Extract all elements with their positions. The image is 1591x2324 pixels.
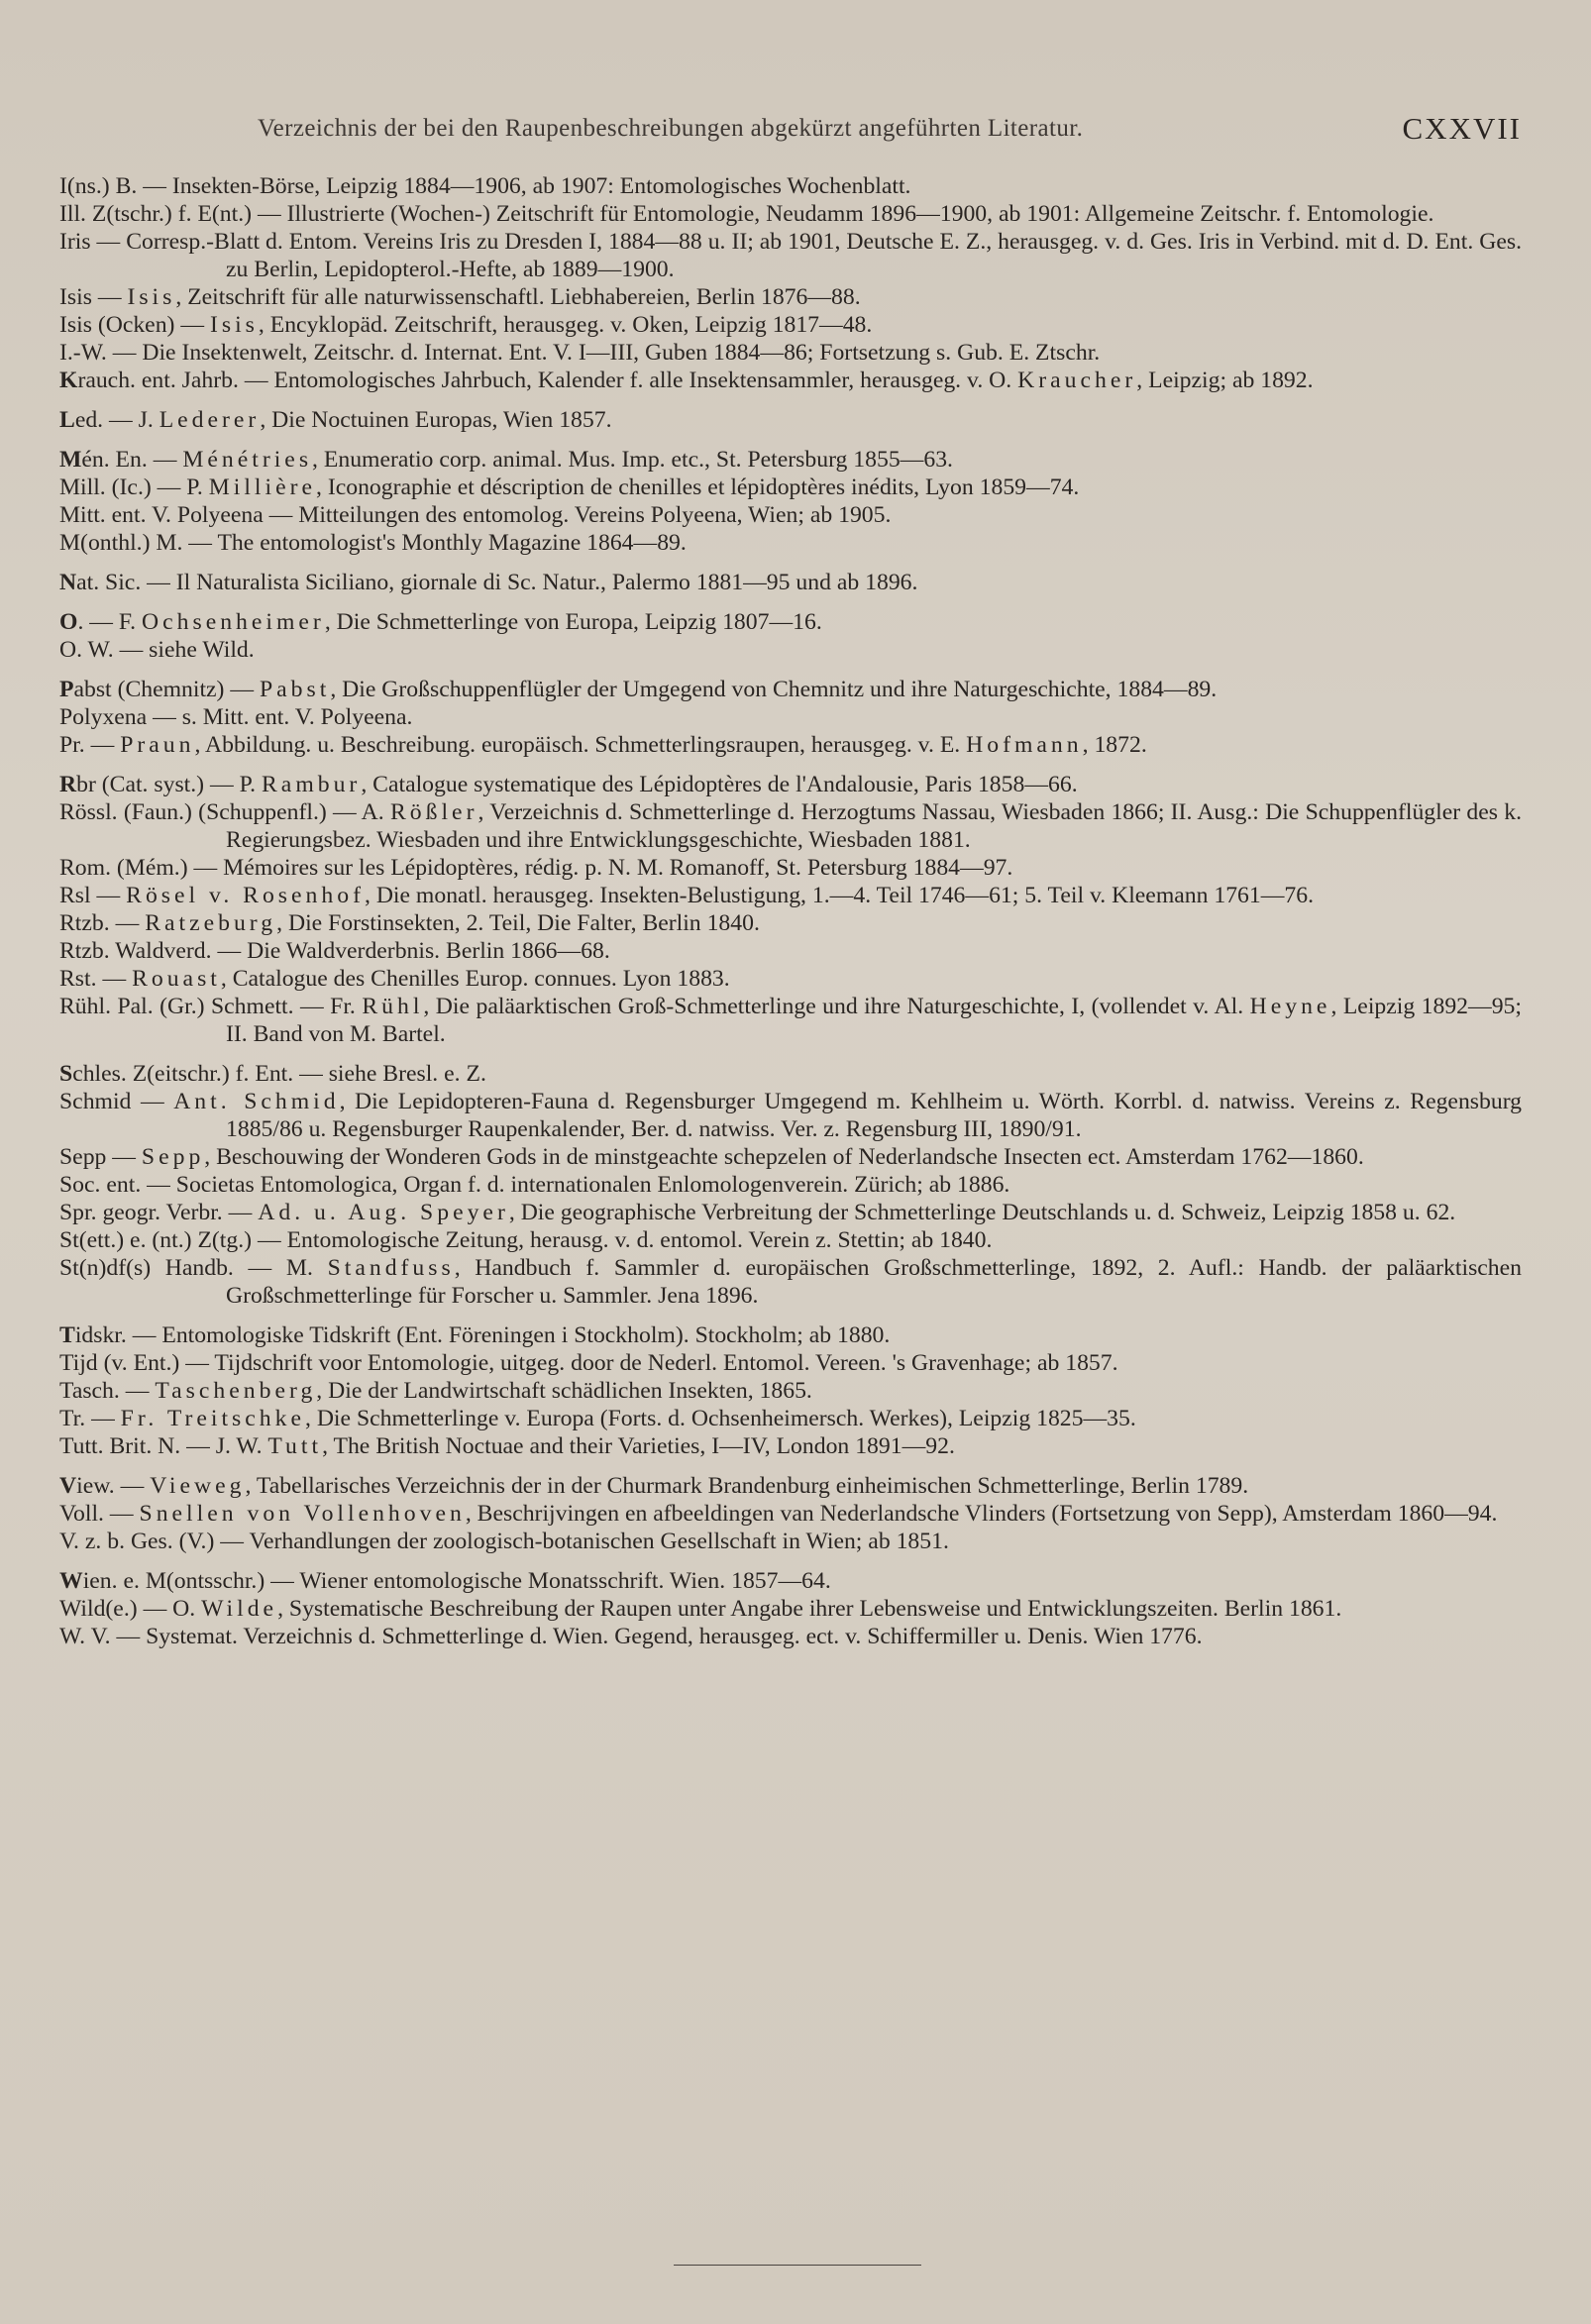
entry-abbreviation [59,1061,293,1087]
author-name: Pabst [259,677,331,702]
abbreviation-text: I.-W. [59,340,107,366]
entry-abbreviation [59,910,110,936]
entry-text: , Systematische Beschreibung der Raupen unter Angabe ihrer Lebensweise und Entwicklungszeiten. Berlin 1861. [277,1596,1342,1622]
abbreviation-text: . [77,609,84,635]
entry-text: , Die der Landwirtschaft schädlichen Insekten, 1865. [316,1378,812,1404]
entry-text: , Die monatl. herausgeg. Insekten-Belustigung, 1.—4. Teil 1746—61; 5. Teil v. Kleemann 1761—76. [364,883,1315,908]
abbreviation-text: idskr. [74,1322,127,1348]
abbreviation-text: Wild(e.) [59,1596,138,1622]
bibliography-entry [59,1405,1522,1432]
bibliography-entry [59,1254,1522,1310]
entry-text: — F. [83,609,143,635]
bibliography-entry [59,529,1522,557]
bibliography-entry [59,406,1522,434]
entry-text: — Entomologische Zeitung, herausg. v. d. entomol. Verein z. Stettin; ab 1840. [252,1227,993,1253]
abbreviation-text: rauch. ent. Jahrb. [77,368,239,393]
entry-abbreviation [59,1172,141,1198]
entry-abbreviation [59,994,294,1019]
abbreviation-text: Rsl [59,883,91,908]
bibliography-entry [59,1199,1522,1226]
entry-text: — [96,966,133,992]
abbreviation-text: Tasch. [59,1378,120,1404]
entry-text: , Encyklopäd. Zeitschrift, herausgeg. v. Oken, Leipzig 1817—48. [258,312,873,338]
abbreviation-text: chles. Z(eitschr.) f. Ent. [72,1061,294,1087]
bibliography-entry [59,1472,1522,1500]
author-name: Hofmann [966,732,1083,758]
abbreviation-text: St(n)df(s) Handb. [59,1255,234,1281]
entry-text: , Leipzig; ab 1892. [1136,368,1314,393]
entry-text: — Mitteilungen des entomolog. Vereins Polyeena, Wien; ab 1905. [263,502,892,528]
bibliography-entry [59,1500,1522,1528]
abbreviation-text: Polyxena [59,704,148,730]
entry-abbreviation [59,704,147,730]
author-name: Ad. u. Aug. Speyer [258,1200,509,1225]
entry-text: — [91,284,128,310]
bibliography-entry [59,1226,1522,1254]
author-name: Snellen von Vollenhoven [139,1501,466,1527]
author-name: Heyne [1249,994,1331,1019]
abbreviation-text: abst (Chemnitz) [73,677,225,702]
abbreviation-text: ien. e. M(ontsschr.) [82,1568,265,1594]
section-initial: R [59,772,77,797]
entry-abbreviation [59,1624,111,1649]
entry-abbreviation [59,475,152,500]
entry-abbreviation [59,732,85,758]
entry-text: , Enumeratio corp. animal. Mus. Imp. etc., St. Petersburg 1855—63. [312,447,953,473]
abbreviation-text: M(onthl.) M. [59,530,183,556]
entry-abbreviation [59,1433,180,1459]
bibliography-entry [59,636,1522,664]
author-name: Rambur [262,772,362,797]
bibliography-entry [59,771,1522,798]
author-name: Tutt [267,1433,323,1459]
entry-abbreviation [59,173,137,199]
entry-text: , 1872. [1082,732,1147,758]
entry-text: , Iconographie et déscription de chenilles et lépidoptères inédits, Lyon 1859—74. [316,475,1080,500]
bibliography-entry [59,367,1522,394]
entry-text: — [109,910,146,936]
entry-text: — Verhandlungen der zoologisch-botanischen Gesellschaft in Wien; ab 1851. [214,1529,949,1554]
abbreviation-text: Mitt. ent. V. Polyeena [59,502,264,528]
bibliography-entry [59,1088,1522,1143]
entry-abbreviation [59,637,114,663]
bibliography-entry [59,311,1522,339]
entry-abbreviation [59,677,224,702]
author-name: Rößler [389,799,478,825]
bibliography-entry [59,798,1522,854]
bibliography-entry [59,1595,1522,1623]
entry-abbreviation [59,1350,179,1376]
author-name: Rouast [132,966,221,992]
running-head: Verzeichnis der bei den Raupenbeschreibungen abgekürzt angeführten Literatur. [258,115,1084,142]
bibliography-entry [59,1623,1522,1650]
entry-text: — Illustrierte (Wochen-) Zeitschrift für Entomologie, Neudamm 1896—1900, ab 1901: Allgemeine Zeitschr. f. Entomologie. [252,201,1434,227]
entry-text: , Handbuch f. Sammler d. europäischen Großschmetterlinge, 1892, 2. Aufl.: Handb. der paläarktischen Großschmetterlinge für Forscher u. Sammler. Jena 1896. [226,1255,1523,1309]
author-name: Standfuss [327,1255,455,1281]
abbreviation-text: Tijd (v. Ent.) [59,1350,180,1376]
entry-text: — Tijdschrift voor Entomologie, uitgeg. door de Nederl. Entomol. Vereen. 's Gravenhage; ab 1857. [179,1350,1118,1376]
section-initial: M [59,447,82,473]
entry-abbreviation [59,407,103,433]
entry-abbreviation [59,1568,265,1594]
entry-text: — Die Waldverderbnis. Berlin 1866—68. [211,938,610,964]
abbreviation-text: Rühl. Pal. (Gr.) Schmett. [59,994,294,1019]
bibliography-entry [59,1143,1522,1171]
bibliography-entry [59,283,1522,311]
entry-text: — s. Mitt. ent. V. Polyeena. [147,704,413,730]
section-initial: S [59,1061,73,1087]
entry-text: — [85,1406,121,1431]
abbreviation-text: St(ett.) e. (nt.) Z(tg.) [59,1227,253,1253]
entry-abbreviation [59,1501,104,1527]
entry-text: — Societas Entomologica, Organ f. d. internationalen Enlomologenverein. Zürich; ab 1886. [141,1172,1010,1198]
abbreviation-text: Isis (Ocken) [59,312,175,338]
entry-text: — [90,883,127,908]
entry-text: — P. [204,772,262,797]
abbreviation-text: iew. [76,1473,115,1499]
entry-text: , Die Noctuinen Europas, Wien 1857. [260,407,612,433]
entry-text: — Die Insektenwelt, Zeitschr. d. Internat. Ent. V. I—III, Guben 1884—86; Fortsetzung s. Gub. E. Ztschr. [106,340,1101,366]
author-name: Ménétries [182,447,313,473]
entry-text: , Catalogue des Chenilles Europ. connues. Lyon 1883. [220,966,730,992]
author-name: Wilde [201,1596,278,1622]
author-name: Rühl [362,994,424,1019]
bibliography-entry [59,446,1522,474]
abbreviation-text: Voll. [59,1501,104,1527]
entry-abbreviation [59,1529,214,1554]
abbreviation-text: Mill. (Ic.) [59,475,152,500]
entry-text: — [131,1089,174,1114]
page-header [258,111,1522,151]
entry-text: — Systemat. Verzeichnis d. Schmetterlinge d. Wien. Gegend, herausgeg. ect. v. Schiffermiller u. Denis. Wien 1776. [110,1624,1203,1649]
author-name: Sepp [141,1144,205,1170]
entry-abbreviation [59,1200,223,1225]
entry-abbreviation [59,1255,234,1281]
entry-abbreviation [59,1144,106,1170]
abbreviation-text: O. W. [59,637,114,663]
entry-abbreviation [59,1089,131,1114]
bibliography-entry [59,172,1522,200]
abbreviation-text: ed. [74,407,104,433]
bibliography-entry [59,1321,1522,1349]
entry-abbreviation [59,1322,127,1348]
abbreviation-text: Pr. [59,732,85,758]
abbreviation-text: I(ns.) B. [59,173,138,199]
entry-text: — [84,732,121,758]
entry-text: , Die geographische Verbreitung der Schmetterlinge Deutschlands u. d. Schweiz, Leipzig 1858 u. 62. [508,1200,1456,1225]
author-name: Lederer [159,407,261,433]
bibliography-entry [59,1528,1522,1555]
entry-abbreviation [59,883,91,908]
entry-abbreviation [59,772,204,797]
entry-text: — Insekten-Börse, Leipzig 1884—1906, ab 1907: Entomologisches Wochenblatt. [137,173,911,199]
abbreviation-text: Ill. Z(tschr.) f. E(nt.) [59,201,253,227]
entry-text: , Die paläarktischen Groß-Schmetterlinge und ihre Naturgeschichte, I, (vollendet v. Al. [423,994,1250,1019]
abbreviation-text: Spr. geogr. Verbr. [59,1200,223,1225]
entry-text: , Die Forstinsekten, 2. Teil, Die Falter, Berlin 1840. [276,910,760,936]
entry-abbreviation [59,201,252,227]
section-initial: T [59,1322,75,1348]
entry-abbreviation [59,966,97,992]
abbreviation-text: W. V. [59,1624,111,1649]
bibliography-entry [59,937,1522,965]
author-name: Isis [209,312,259,338]
bibliography-entry [59,909,1522,937]
abbreviation-text: Rom. (Mém.) [59,855,188,881]
entry-text: — [224,677,260,702]
entry-text: — M. [233,1255,328,1281]
bibliography-entry [59,703,1522,731]
entry-abbreviation [59,1406,85,1431]
author-name: Fr. Treitschke [120,1406,305,1431]
entry-abbreviation [59,340,107,366]
abbreviation-text: én. En. [81,447,148,473]
author-name: Millière [208,475,316,500]
author-name: Ant. Schmid [173,1089,340,1114]
entry-text: — [106,1144,142,1170]
entry-text: — The entomologist's Monthly Magazine 1864—89. [182,530,687,556]
bibliography-entry [59,339,1522,367]
entry-abbreviation [59,312,174,338]
bibliography-entry [59,882,1522,909]
entry-text: — Il Naturalista Siciliano, giornale di Sc. Natur., Palermo 1881—95 und ab 1896. [141,570,918,595]
abbreviation-text: Isis [59,284,92,310]
entry-text: , Verzeichnis d. Schmetterlinge d. Herzogtums Nassau, Wiesbaden 1866; II. Ausg.: Die Schuppenflügler des k. Regierungsbez. Wiesbaden und ihre Entwicklungsgeschichte, Wiesbaden 1881. [226,799,1522,853]
bibliography-entry [59,501,1522,529]
abbreviation-text: Tr. [59,1406,86,1431]
bibliography-entry [59,608,1522,636]
entry-text: , Die Lepidopteren-Fauna d. Regensburger Umgegend m. Kehlheim u. Wörth. Korrbl. d. natwiss. Vereins z. Regensburg 1885/86 u. Regensburger Raupenkalender, Ber. d. natwiss. Ver. z. Regensburg III, 1890/91. [226,1089,1522,1142]
bibliography-entry [59,569,1522,596]
entry-abbreviation [59,368,239,393]
bibliography-entry [59,993,1522,1048]
bibliography-entry [59,1060,1522,1088]
entry-text: — O. [137,1596,202,1622]
bibliography-list [59,172,1522,1650]
entry-text: — [119,1378,156,1404]
entry-abbreviation [59,1473,115,1499]
section-initial: P [59,677,74,702]
abbreviation-text: Soc. ent. [59,1172,142,1198]
entry-text: , Zeitschrift für alle naturwissenschaftl. Liebhabereien, Berlin 1876—88. [175,284,861,310]
bibliography-entry [59,228,1522,283]
entry-text: — siehe Bresl. e. Z. [293,1061,486,1087]
abbreviation-text: at. Sic. [76,570,142,595]
section-initial: O [59,609,78,635]
footer-rule [674,2265,921,2266]
section-initial: K [59,368,78,393]
abbreviation-text: Rtzb. [59,910,110,936]
entry-text: , Beschouwing der Wonderen Gods in de minstgeachte schepzelen of Nederlandsche Insecten ect. Amsterdam 1762—1860. [204,1144,1364,1170]
entry-abbreviation [59,229,91,255]
entry-text: — [114,1473,151,1499]
entry-text: , Die Schmetterlinge von Europa, Leipzig 1807—16. [324,609,822,635]
entry-abbreviation [59,1378,120,1404]
abbreviation-text: Rössl. (Faun.) (Schuppenfl.) [59,799,327,825]
entry-abbreviation [59,1227,252,1253]
abbreviation-text: Iris [59,229,91,255]
entry-text: — Mémoires sur les Lépidoptères, rédig. p. N. M. Romanoff, St. Petersburg 1884—97. [187,855,1013,881]
entry-text: — [174,312,210,338]
section-initial: L [59,407,75,433]
author-name: Vieweg [150,1473,246,1499]
abbreviation-text: Tutt. Brit. N. [59,1433,181,1459]
page-number: CXXVII [1402,111,1522,146]
author-name: Taschenberg [155,1378,317,1404]
author-name: Praun [120,732,195,758]
entry-abbreviation [59,938,212,964]
bibliography-entry [59,965,1522,993]
entry-text: , Tabellarisches Verzeichnis der in der Churmark Brandenburg einheimischen Schmetterlinge, Berlin 1789. [245,1473,1249,1499]
entry-text: , Leipzig 1892—95; II. Band von M. Bartel. [226,994,1522,1047]
entry-text: — siehe Wild. [113,637,255,663]
section-initial: W [59,1568,83,1594]
abbreviation-text: Rst. [59,966,97,992]
entry-text: — [222,1200,259,1225]
entry-text: — J. [103,407,159,433]
abbreviation-text: Sepp [59,1144,107,1170]
bibliography-entry [59,1349,1522,1377]
section-initial: N [59,570,77,595]
entry-abbreviation [59,284,92,310]
entry-text: — J. W. [180,1433,268,1459]
entry-text: , Abbildung. u. Beschreibung. europäisch. Schmetterlingsraupen, herausgeg. v. E. [194,732,967,758]
entry-text: , The British Noctuae and their Varieties, I—IV, London 1891—92. [322,1433,955,1459]
abbreviation-text: br (Cat. syst.) [76,772,205,797]
abbreviation-text: Rtzb. Waldverd. [59,938,212,964]
entry-text: — [147,447,183,473]
bibliography-entry [59,731,1522,759]
author-name: Isis [127,284,176,310]
entry-abbreviation [59,1596,138,1622]
entry-abbreviation [59,609,83,635]
entry-abbreviation [59,799,327,825]
abbreviation-text: V. z. b. Ges. (V.) [59,1529,215,1554]
bibliography-entry [59,1377,1522,1405]
bibliography-entry [59,200,1522,228]
bibliography-entry [59,1171,1522,1199]
entry-text: , Beschrijvingen en afbeeldingen van Nederlandsche Vlinders (Fortsetzung von Sepp), Amsterdam 1860—94. [465,1501,1498,1527]
entry-text: , Catalogue systematique des Lépidoptères de l'Andalousie, Paris 1858—66. [361,772,1078,797]
author-name: Ochsenheimer [142,609,325,635]
entry-abbreviation [59,447,148,473]
entry-abbreviation [59,502,264,528]
entry-abbreviation [59,530,182,556]
entry-text: — Entomologiske Tidskrift (Ent. Föreningen i Stockholm). Stockholm; ab 1880. [126,1322,891,1348]
entry-text: — P. [151,475,209,500]
author-name: Kraucher [1017,368,1137,393]
bibliography-entry [59,474,1522,501]
entry-abbreviation [59,570,141,595]
entry-text: — A. [326,799,390,825]
bibliography-entry [59,1432,1522,1460]
section-initial: V [59,1473,77,1499]
bibliography-entry [59,854,1522,882]
entry-text: — [103,1501,140,1527]
bibliography-entry [59,676,1522,703]
entry-text: , Die Großschuppenflügler der Umgegend von Chemnitz und ihre Naturgeschichte, 1884—89. [330,677,1218,702]
bibliography-entry [59,1567,1522,1595]
entry-abbreviation [59,855,188,881]
author-name: Rösel v. Rosenhof [126,883,365,908]
abbreviation-text: Schmid [59,1089,132,1114]
entry-text: , Die Schmetterlinge v. Europa (Forts. d. Ochsenheimersch. Werkes), Leipzig 1825—35. [304,1406,1136,1431]
entry-text: — Fr. [293,994,363,1019]
entry-text: — Wiener entomologische Monatsschrift. Wien. 1857—64. [265,1568,831,1594]
entry-text: — Entomologisches Jahrbuch, Kalender f. alle Insektensammler, herausgeg. v. O. [238,368,1018,393]
entry-text: — Corresp.-Blatt d. Entom. Vereins Iris zu Dresden I, 1884—88 u. II; ab 1901, Deutsche E. Z., herausgeg. v. d. Ges. Iris in Verbind. mit d. D. Ent. Ges. zu Berlin, Lepidopterol.-Hefte, ab 1889—1900. [90,229,1522,282]
author-name: Ratzeburg [145,910,277,936]
